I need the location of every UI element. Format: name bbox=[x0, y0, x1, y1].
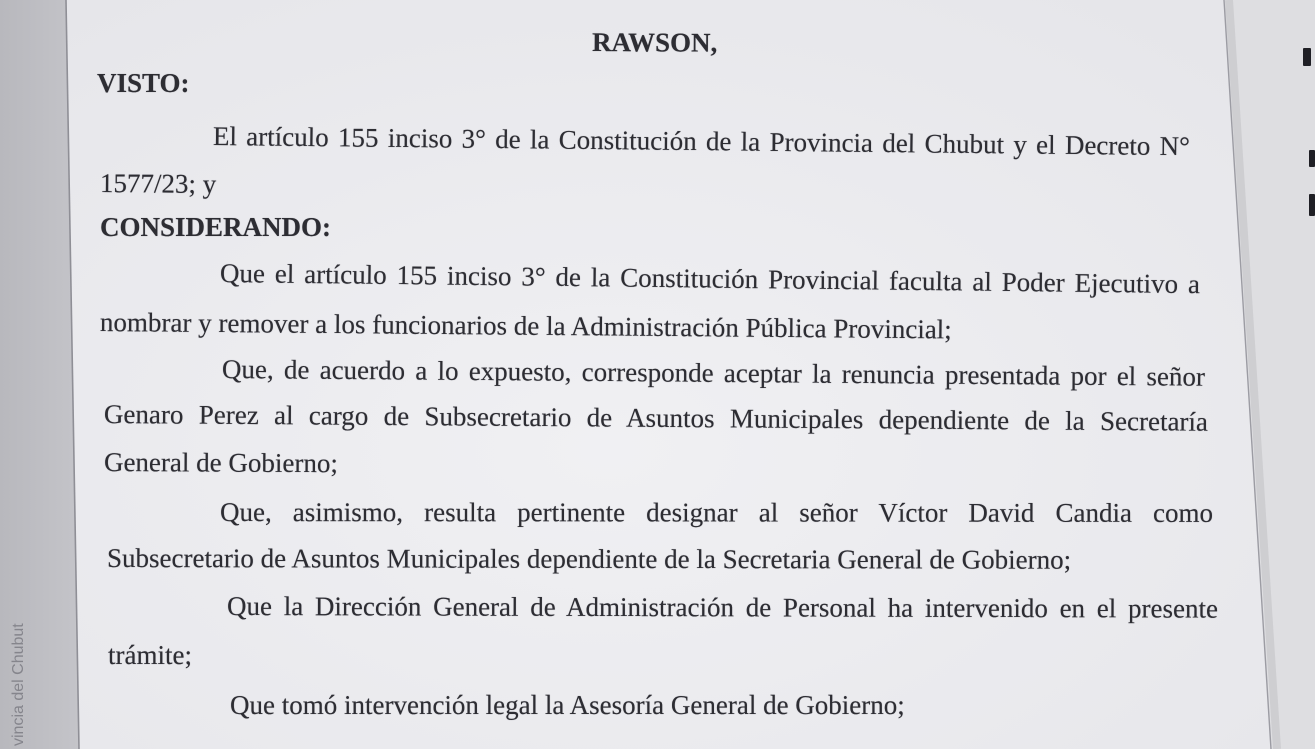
paragraph-line: Genaro Perez al cargo de Subsecretario de Asuntos Municipales dependiente de la Secretaría bbox=[103, 399, 1209, 437]
paragraph-line: nombrar y remover a los funcionarios de la Administración Pública Provincial; bbox=[99, 307, 952, 345]
paragraph-line: Que la Dirección General de Administración de Personal ha intervenido en el presente bbox=[226, 591, 1219, 624]
paragraph-line: Que tomó intervención legal la Asesoría General de Gobierno; bbox=[230, 690, 905, 720]
city-heading: RAWSON, bbox=[591, 27, 718, 58]
visto-text-line: 1577/23; y bbox=[99, 168, 217, 200]
paragraph-line: Que, asimismo, resulta pertinente designar al señor Víctor David Candia como bbox=[219, 497, 1214, 528]
considerando-heading: CONSIDERANDO: bbox=[100, 212, 332, 242]
paragraph-line: Que el artículo 155 inciso 3° de la Constitución Provincial faculta al Poder Ejecutivo a bbox=[219, 258, 1201, 300]
paragraph-line: General de Gobierno; bbox=[103, 447, 338, 479]
visto-heading: VISTO: bbox=[97, 68, 190, 98]
margin-stamp-text: vincia del Chubut bbox=[10, 623, 27, 746]
paragraph-line: Subsecretario de Asuntos Municipales dependiente de la Secretaria General de Gobierno; bbox=[106, 543, 1072, 575]
paragraph-line: Que, de acuerdo a lo expuesto, corresponde aceptar la renuncia presentada por el señor bbox=[221, 354, 1206, 392]
visto-text-line: El artículo 155 inciso 3° de la Constitución de la Provincia del Chubut y el Decreto N° bbox=[212, 121, 1191, 162]
paragraph-line: trámite; bbox=[108, 640, 192, 670]
